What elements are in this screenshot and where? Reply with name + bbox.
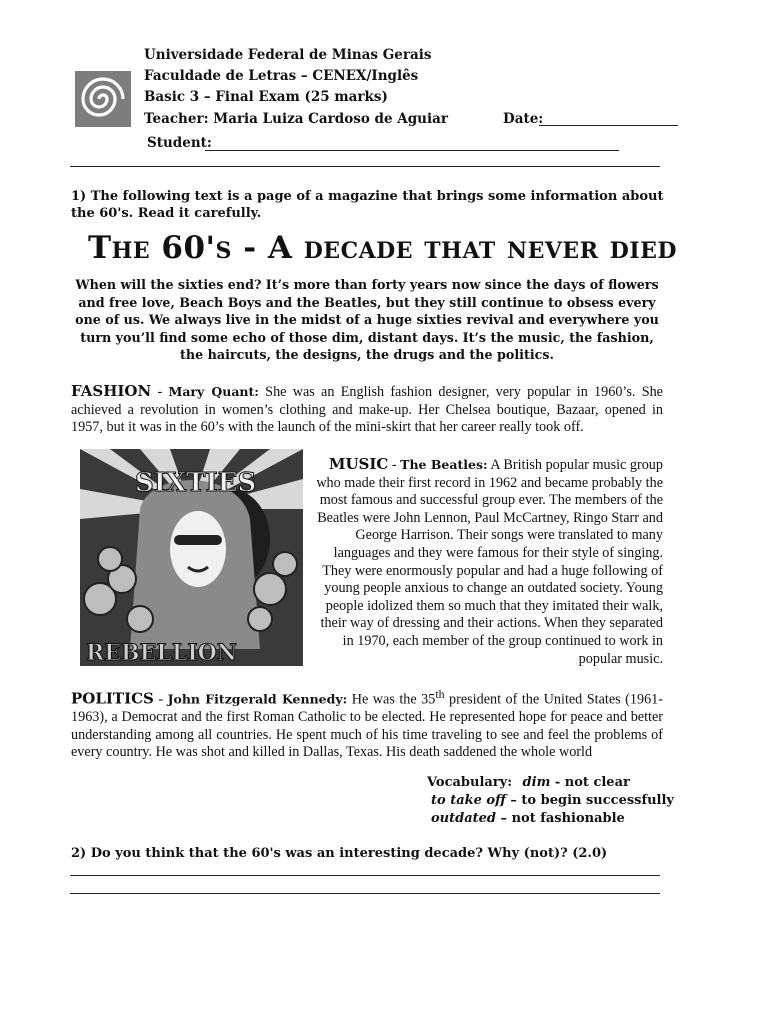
vocab-separator: –	[505, 793, 522, 808]
vocab-separator: -	[550, 775, 565, 790]
music-section	[306, 456, 663, 668]
fashion-text: She was an English fashion designer, very popular in 1960’s. She achieved a revolution in women’s clothing and make-up. Her Chelsea boutique, Bazaar, opened in 1957, but it was in the 60’s with the launch of the mini-skirt that her career really took off.	[71, 384, 663, 435]
politics-text-a: He was the 35	[347, 691, 436, 708]
music-person: The Beatles:	[400, 457, 488, 472]
vocab-term: dim	[522, 775, 551, 790]
politics-dash: -	[153, 691, 168, 708]
vocabulary-row	[427, 792, 674, 810]
answer-line-2[interactable]	[70, 893, 660, 894]
svg-text:SIXTIES: SIXTIES	[135, 468, 257, 498]
music-text: A British popular music group who made their first record in 1962 and became probably the most famous and successful group ever. The members of the Beatles were John Lennon, Paul McCartney, Ringo Starr and George Harrison. Their songs were translated to many languages and they were famous for their style of singing. They were enormously popular and had a huge following of young people anxious to change an outdated society. Young people idolized them so much that they imitated their walk, their way of dressing and their actions. When they separated in 1970, each member of the group continued to work in popular music.	[316, 457, 663, 667]
music-dash: -	[388, 457, 401, 473]
magazine-title: The 60's - A decade that never died	[88, 230, 677, 266]
politics-person: John Fitzgerald Kennedy:	[167, 691, 348, 707]
date-field[interactable]	[539, 125, 678, 126]
magazine-intro: When will the sixties end? It’s more than forty years now since the days of flowers and free love, Beach Boys and the Beatles, but they still continue to obsess every one of us. We always live in the midst of a huge sixties revival and everywhere you turn you’ll find some echo of those dim, distant days. It’s the music, the fashion, the haircuts, the designs, the drugs and the politics.	[75, 277, 659, 362]
spiral-icon	[75, 71, 131, 127]
fashion-section	[71, 383, 663, 437]
vocabulary-row	[427, 810, 674, 828]
university-name: Universidade Federal de Minas Gerais	[144, 47, 432, 63]
vocab-separator: –	[496, 811, 512, 826]
date-label: Date:	[503, 111, 544, 127]
sixties-rebellion-image	[80, 449, 303, 666]
fashion-person: Mary Quant:	[168, 384, 259, 399]
teacher-name: Teacher: Maria Luiza Cardoso de Aguiar	[144, 111, 448, 127]
vocab-definition: not fashionable	[511, 811, 625, 826]
vocab-term: outdated	[431, 811, 497, 826]
politics-text-b: president of the United States (1961-1963), a Democrat and the first Roman Catholic to be elected. He represented hope for peace and better understanding among all countries. He spent much of his time traveling to see and feel the problems of every country. He was shot and killed in Dallas, Texas. His death saddened the whole world	[71, 691, 663, 761]
vocabulary-row	[427, 774, 674, 792]
student-field[interactable]	[205, 150, 619, 151]
header-divider	[70, 166, 660, 167]
fashion-dash: -	[151, 384, 169, 400]
svg-text:REBELLION: REBELLION	[86, 640, 237, 666]
politics-section	[71, 686, 663, 762]
question-1: 1) The following text is a page of a magazine that brings some information about the 60's. Read it carefully.	[71, 189, 664, 221]
vocab-term: to take off	[431, 793, 506, 808]
vocab-definition: not clear	[564, 775, 630, 790]
vocabulary-label: Vocabulary:	[427, 775, 513, 790]
answer-line-1[interactable]	[70, 875, 660, 876]
fashion-heading: FASHION	[71, 382, 152, 400]
politics-heading: POLITICS	[71, 689, 154, 708]
university-logo	[75, 71, 131, 127]
exam-title: Basic 3 – Final Exam (25 marks)	[144, 89, 388, 105]
student-label: Student:	[147, 135, 212, 151]
politics-superscript: th	[435, 687, 445, 701]
vocab-definition: to begin successfully	[521, 793, 674, 808]
music-heading: MUSIC	[328, 455, 389, 473]
faculty-name: Faculdade de Letras – CENEX/Inglês	[144, 68, 419, 84]
vocabulary-box	[427, 774, 674, 828]
question-2: 2) Do you think that the 60's was an interesting decade? Why (not)? (2.0)	[71, 846, 608, 861]
